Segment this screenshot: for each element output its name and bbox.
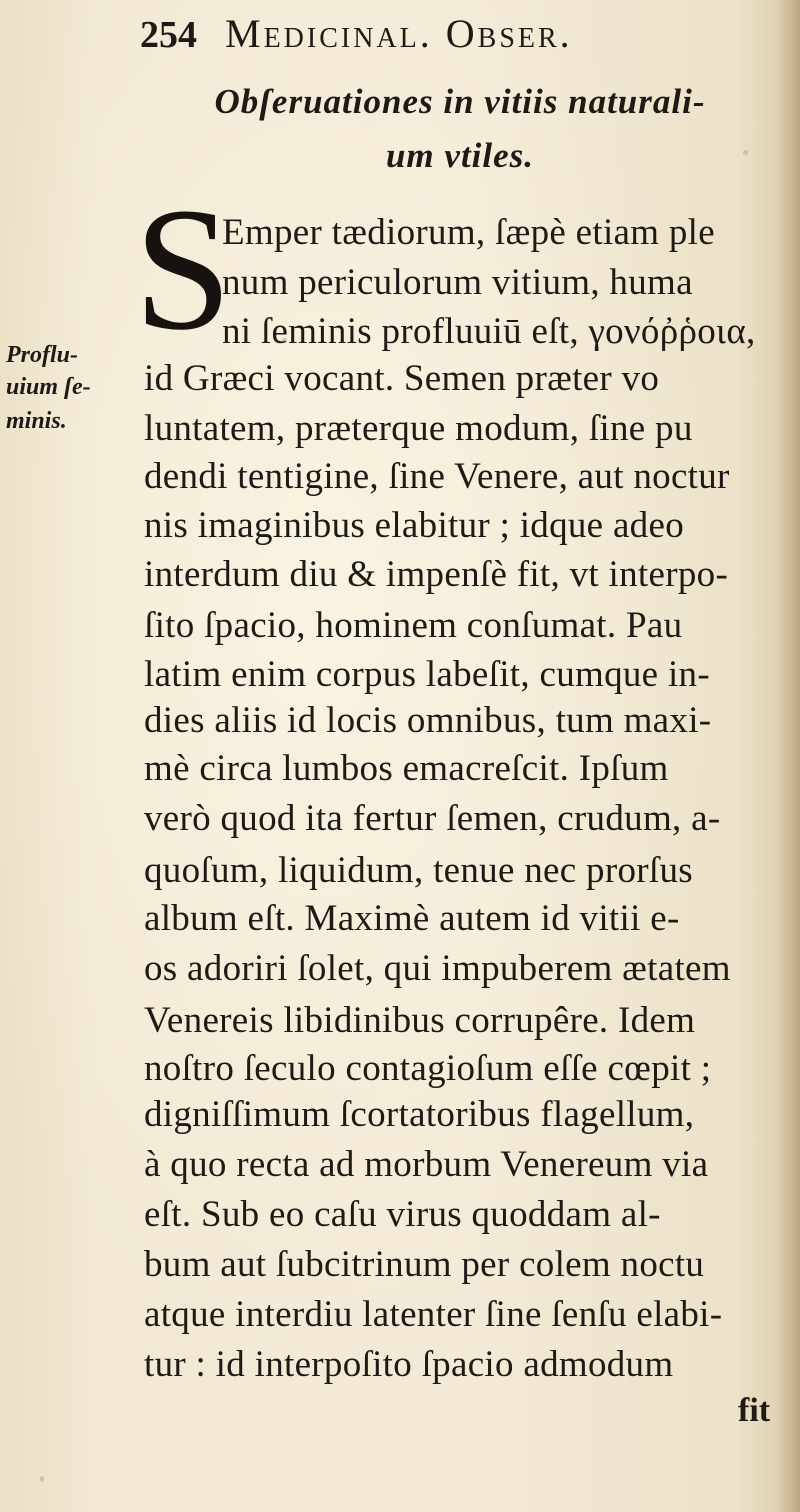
body-line: nis imaginibus elabitur ; idque adeo	[144, 505, 685, 546]
marginal-note-line-2: uium ſe-	[6, 374, 91, 400]
body-line: latim enim corpus labeſit, cumque in-	[144, 654, 710, 695]
paper-speck	[40, 1476, 44, 1482]
section-heading-line-2: um vtiles.	[385, 136, 535, 175]
body-line: noſtro ſeculo contagioſum eſſe cœpit ;	[144, 1048, 712, 1089]
body-line: eſt. Sub eo caſu virus quoddam al-	[144, 1194, 661, 1235]
body-line: digniſſimum ſcortatoribus flagellum,	[144, 1094, 695, 1135]
body-line: bum aut ſubcitrinum per colem noctu	[144, 1244, 705, 1285]
drop-cap-initial: S	[134, 172, 232, 367]
body-line: Venereis libidinibus corrupêre. Idem	[144, 1000, 696, 1041]
body-line: ſito ſpacio, hominem conſumat. Pau	[144, 605, 683, 646]
body-line: id Græci vocant. Semen præter vo	[144, 358, 660, 399]
body-line: album eſt. Maximè autem id vitii e-	[144, 898, 680, 939]
running-head	[140, 10, 573, 70]
body-line: verò quod ita fertur ſemen, crudum, a-	[144, 798, 721, 839]
running-head-title: Medicinal. Obser.	[225, 11, 573, 56]
body-line: quoſum, liquidum, tenue nec prorſus	[144, 850, 693, 891]
body-line: interdum diu & impenſè fit, vt interpo-	[144, 554, 729, 595]
body-line: num periculorum vitium, huma	[222, 262, 693, 303]
catchword: fit	[738, 1392, 771, 1429]
body-line: luntatem, præterque modum, ſine pu	[144, 408, 693, 449]
body-line: atque interdiu latenter ſine ſenſu elabi-	[144, 1294, 723, 1335]
page-edge-shadow	[776, 0, 800, 1512]
body-line: os adoriri ſolet, qui impuberem ætatem	[144, 948, 731, 989]
section-heading-line-1: Obſeruationes in vitiis naturali-	[214, 82, 706, 121]
body-line: mè circa lumbos emacreſcit. Ipſum	[144, 748, 669, 789]
marginal-note-line-1: Proflu-	[6, 342, 78, 368]
body-line: dendi tentigine, ſine Venere, aut noctur	[144, 456, 730, 497]
body-line: à quo recta ad morbum Venereum via	[144, 1144, 709, 1185]
marginal-note-line-3: minis.	[6, 408, 67, 434]
body-line: tur : id interpoſito ſpacio admodum	[144, 1344, 674, 1385]
page-number: 254	[140, 14, 197, 56]
body-line: dies aliis id locis omnibus, tum maxi-	[144, 700, 712, 741]
body-line: Emper tædiorum, ſæpè etiam ple	[222, 212, 715, 253]
body-line: ni ſeminis profluuiū eſt, γονόῤῥοια,	[222, 311, 756, 352]
